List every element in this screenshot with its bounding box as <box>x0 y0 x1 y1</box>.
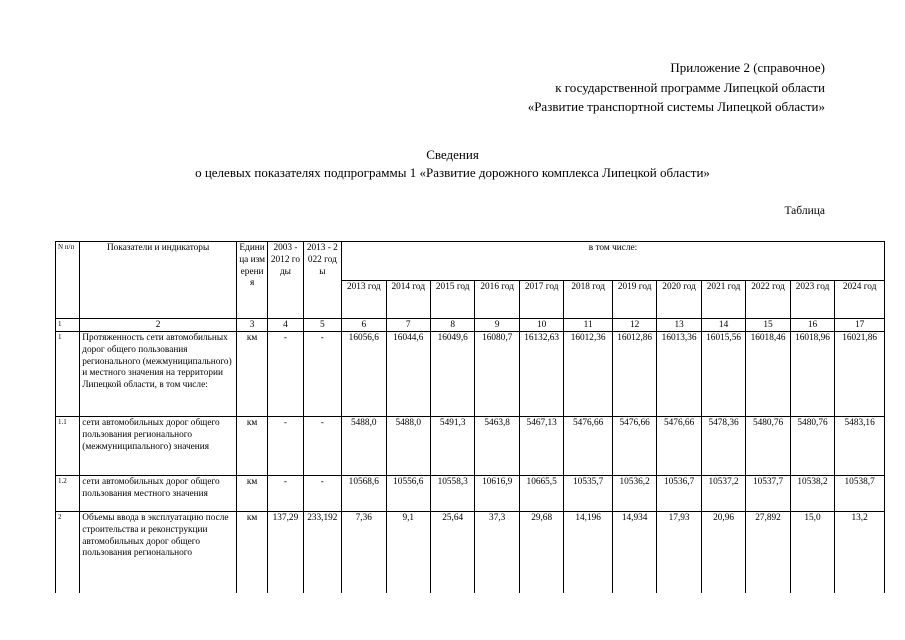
header-year: 2014 год <box>386 280 430 319</box>
row-value: 5478,36 <box>701 417 745 476</box>
indicators-table-container <box>55 241 885 593</box>
row-value: 7,36 <box>342 512 386 594</box>
row-value: 16015,56 <box>701 332 745 417</box>
row-value: 16056,6 <box>342 332 386 417</box>
column-number: 13 <box>657 319 701 332</box>
column-number: 16 <box>790 319 834 332</box>
table-row <box>56 417 885 476</box>
row-indicator: Протяженность сети автомобильных дорог общего пользования регионального (межмуниципального) и местного значения на территории Липецкой области, в том числе: <box>80 332 237 417</box>
row-value: 16012,36 <box>564 332 613 417</box>
heading-title: Сведения <box>426 147 479 162</box>
header-year: 2019 год <box>612 280 656 319</box>
column-number: 12 <box>612 319 656 332</box>
row-value: 5467,13 <box>519 417 563 476</box>
row-value: 5463,8 <box>475 417 519 476</box>
column-number: 2 <box>80 319 237 332</box>
row-value: 16049,6 <box>430 332 474 417</box>
row-num: 1 <box>56 332 80 417</box>
table-row <box>56 476 885 512</box>
header-year: 2020 год <box>657 280 701 319</box>
column-number: 5 <box>303 319 341 332</box>
column-number: 4 <box>268 319 303 332</box>
row-value: 13,2 <box>835 512 885 594</box>
row-period-1: - <box>268 332 303 417</box>
header-year: 2016 год <box>475 280 519 319</box>
header-row-1 <box>56 242 885 281</box>
row-indicator: Объемы ввода в эксплуатацию после строительства и реконструкции автомобильных дорог общего пользования регионального <box>80 512 237 594</box>
row-value: 16013,36 <box>657 332 701 417</box>
column-number: 3 <box>236 319 267 332</box>
column-numbers-row <box>56 319 885 332</box>
heading-subtitle: о целевых показателях подпрограммы 1 «Развитие дорожного комплекса Липецкой области» <box>195 165 710 180</box>
row-value: 5491,3 <box>430 417 474 476</box>
row-value: 10538,7 <box>835 476 885 512</box>
row-value: 5488,0 <box>386 417 430 476</box>
header-year: 2017 год <box>519 280 563 319</box>
column-number: 8 <box>430 319 474 332</box>
row-unit: км <box>236 332 267 417</box>
row-value: 10616,9 <box>475 476 519 512</box>
row-value: 27,892 <box>746 512 790 594</box>
row-indicator: сети автомобильных дорог общего пользования регионального (межмуниципального) значения <box>80 417 237 476</box>
header-indicator: Показатели и индикаторы <box>80 242 237 319</box>
row-value: 10536,2 <box>612 476 656 512</box>
row-value: 10558,3 <box>430 476 474 512</box>
row-value: 5476,66 <box>657 417 701 476</box>
row-unit: км <box>236 512 267 594</box>
column-number: 1 <box>56 319 80 332</box>
row-value: 10536,7 <box>657 476 701 512</box>
row-num: 1.2 <box>56 476 80 512</box>
table-label: Таблица <box>784 205 825 217</box>
row-value: 14,196 <box>564 512 613 594</box>
row-value: 16018,96 <box>790 332 834 417</box>
row-value: 25,64 <box>430 512 474 594</box>
column-number: 14 <box>701 319 745 332</box>
row-value: 10665,5 <box>519 476 563 512</box>
header-including: в том числе: <box>342 242 885 281</box>
row-value: 16021,86 <box>835 332 885 417</box>
row-period-1: 137,29 <box>268 512 303 594</box>
indicators-table <box>55 241 885 593</box>
row-value: 5480,76 <box>746 417 790 476</box>
row-value: 15,0 <box>790 512 834 594</box>
appendix-line-1: Приложение 2 (справочное) <box>670 60 825 75</box>
row-period-2: - <box>303 476 341 512</box>
appendix-note <box>528 58 825 117</box>
header-year: 2018 год <box>564 280 613 319</box>
row-value: 10535,7 <box>564 476 613 512</box>
header-year: 2022 год <box>746 280 790 319</box>
row-value: 29,68 <box>519 512 563 594</box>
row-num: 2 <box>56 512 80 594</box>
column-number: 9 <box>475 319 519 332</box>
row-period-2: - <box>303 332 341 417</box>
appendix-line-2: к государственной программе Липецкой области <box>555 79 825 95</box>
row-value: 5483,16 <box>835 417 885 476</box>
document-heading <box>0 146 905 182</box>
appendix-line-3: «Развитие транспортной системы Липецкой области» <box>527 99 825 114</box>
header-year: 2023 год <box>790 280 834 319</box>
row-value: 16080,7 <box>475 332 519 417</box>
row-period-1: - <box>268 417 303 476</box>
row-value: 16012,86 <box>612 332 656 417</box>
row-value: 5476,66 <box>564 417 613 476</box>
row-value: 10556,6 <box>386 476 430 512</box>
row-value: 16044,6 <box>386 332 430 417</box>
row-value: 37,3 <box>475 512 519 594</box>
header-num: N п/п <box>56 242 80 319</box>
row-period-1: - <box>268 476 303 512</box>
row-value: 5480,76 <box>790 417 834 476</box>
table-row <box>56 332 885 417</box>
header-year: 2015 год <box>430 280 474 319</box>
row-value: 10537,2 <box>701 476 745 512</box>
row-value: 5476,66 <box>612 417 656 476</box>
column-number: 11 <box>564 319 613 332</box>
row-value: 10538,2 <box>790 476 834 512</box>
column-number: 17 <box>835 319 885 332</box>
row-value: 17,93 <box>657 512 701 594</box>
row-value: 10537,7 <box>746 476 790 512</box>
header-period-2003-2012: 2003 - 2012 годы <box>268 242 303 319</box>
row-value: 9,1 <box>386 512 430 594</box>
header-year: 2021 год <box>701 280 745 319</box>
row-unit: км <box>236 476 267 512</box>
table-row <box>56 512 885 594</box>
header-unit: Единица измерения <box>236 242 267 319</box>
row-indicator: сети автомобильных дорог общего пользования местного значения <box>80 476 237 512</box>
row-value: 16018,46 <box>746 332 790 417</box>
row-num: 1.1 <box>56 417 80 476</box>
column-number: 7 <box>386 319 430 332</box>
row-unit: км <box>236 417 267 476</box>
row-period-2: - <box>303 417 341 476</box>
header-year: 2024 год <box>835 280 885 319</box>
row-value: 16132,63 <box>519 332 563 417</box>
column-number: 10 <box>519 319 563 332</box>
row-value: 5488,0 <box>342 417 386 476</box>
header-period-2013-2022: 2013 - 2022 годы <box>303 242 341 319</box>
row-value: 14,934 <box>612 512 656 594</box>
column-number: 15 <box>746 319 790 332</box>
row-value: 20,96 <box>701 512 745 594</box>
header-year: 2013 год <box>342 280 386 319</box>
row-period-2: 233,192 <box>303 512 341 594</box>
column-number: 6 <box>342 319 386 332</box>
row-value: 10568,6 <box>342 476 386 512</box>
